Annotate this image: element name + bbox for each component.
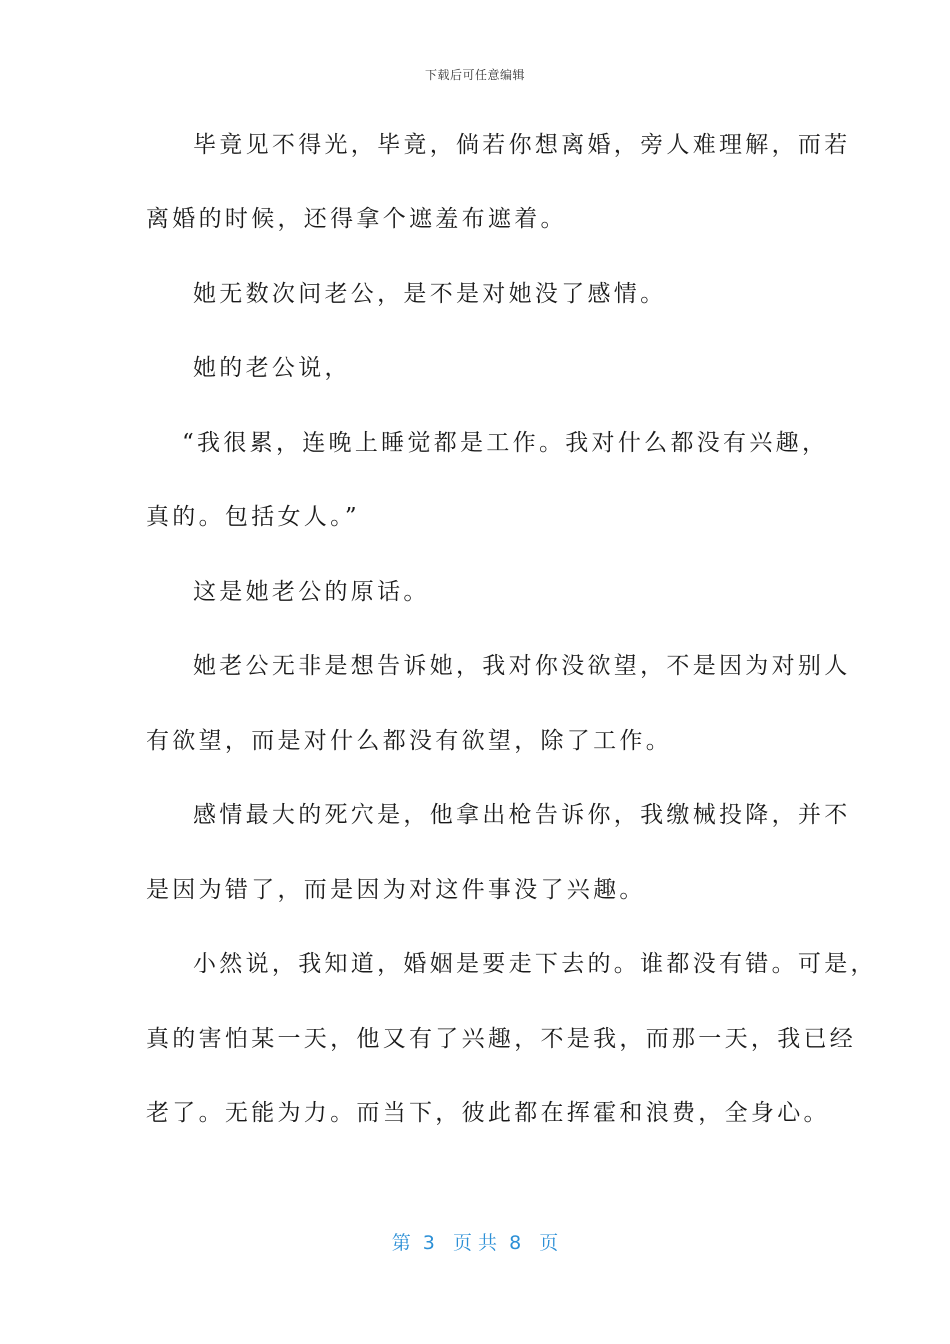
text-line: 离婚的时候，还得拿个遮羞布遮着。 [146,206,567,232]
text-line: 是因为错了，而是因为对这件事没了兴趣。 [146,877,646,903]
text-line: 她老公无非是想告诉她，我对你没欲望，不是因为对别人 [193,653,851,679]
text-line: 有欲望，而是对什么都没有欲望，除了工作。 [146,728,672,754]
text-line: “我很累，连晚上睡觉都是工作。我对什么都没有兴趣， [182,430,829,456]
text-line: 真的害怕某一天，他又有了兴趣，不是我，而那一天，我已经 [146,1026,857,1052]
text-line: 真的。包括女人。” [146,504,360,530]
text-line: 感情最大的死穴是，他拿出枪告诉你，我缴械投降，并不 [193,802,851,828]
text-line: 小然说，我知道，婚姻是要走下去的。谁都没有错。可是， [193,951,877,977]
text-line: 她的老公说， [193,355,351,381]
text-line: 毕竟见不得光，毕竟，倘若你想离婚，旁人难理解，而若 [193,132,851,158]
text-line: 她无数次问老公，是不是对她没了感情。 [193,281,667,307]
text-line: 这是她老公的原话。 [193,579,430,605]
text-line: 老了。无能为力。而当下，彼此都在挥霍和浪费，全身心。 [146,1100,830,1126]
page-number-footer: 第 3 页 共 8 页 [391,1232,559,1254]
page-header: 下载后可任意编辑 [424,68,525,82]
